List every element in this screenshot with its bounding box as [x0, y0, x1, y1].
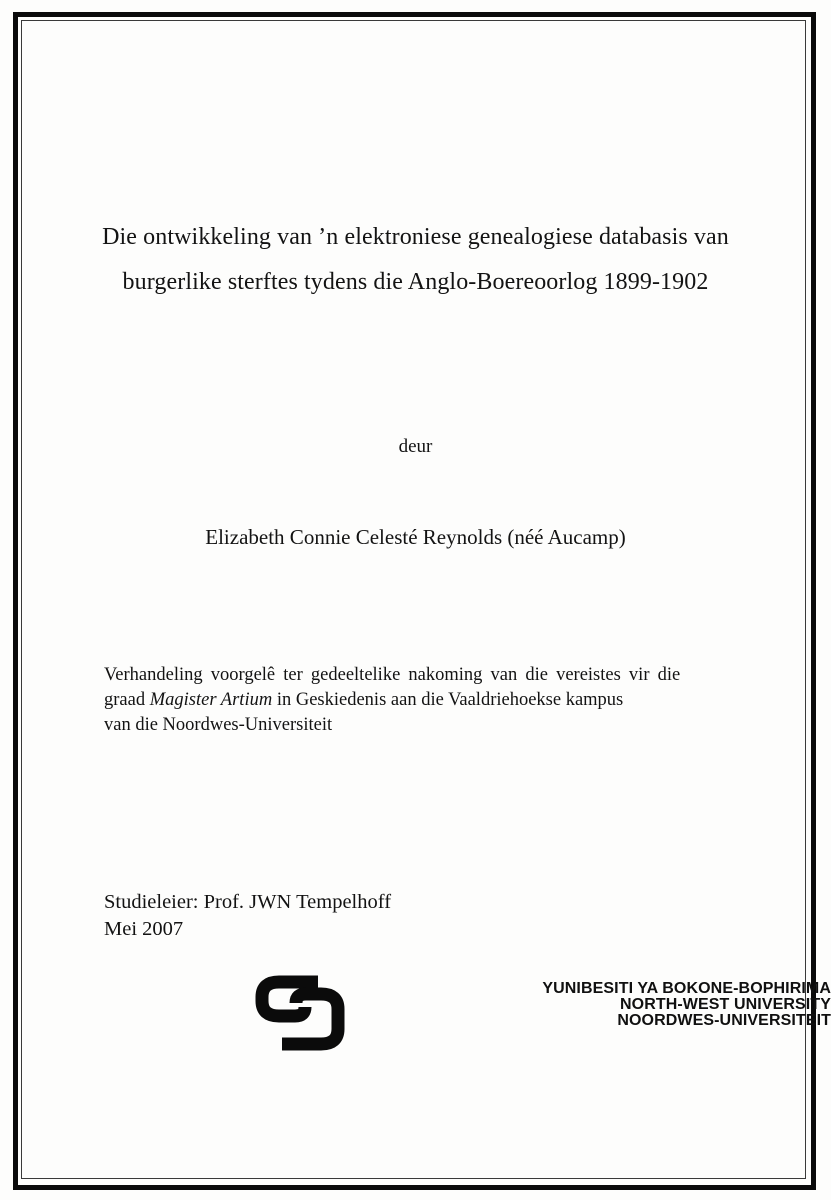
author-name: Elizabeth Connie Celesté Reynolds (néé Aucamp)	[205, 525, 626, 549]
title-line-1: Die ontwikkeling van ’n elektroniese genealogiese databasis van	[102, 224, 729, 250]
logo-text-line-2: NORTH-WEST UNIVERSITY	[620, 996, 831, 1013]
supervisor-line: Studieleier: Prof. JWN Tempelhoff	[104, 891, 392, 913]
nwu-chain-links-icon	[255, 975, 345, 1051]
supervisor-block	[104, 889, 391, 943]
page-title	[55, 215, 776, 305]
declaration-line-2-prefix: graad	[104, 690, 150, 710]
date-line: Mei 2007	[104, 918, 184, 940]
degree-name-italic: Magister Artium	[149, 690, 273, 710]
logo-text-line-1: YUNIBESITI YA BOKONE-BOPHIRIMA	[542, 980, 831, 997]
university-logo	[255, 973, 831, 1053]
title-line-2: burgerlike sterftes tydens die Anglo-Boereoorlog 1899-1902	[122, 269, 709, 295]
byline-label: deur	[398, 436, 433, 457]
university-logo-text	[542, 981, 831, 1029]
declaration-line-1: Verhandeling voorgelê ter gedeeltelike nakoming van die vereistes vir die	[104, 665, 681, 685]
degree-declaration	[104, 663, 726, 738]
declaration-line-2	[104, 688, 726, 713]
logo-text-line-3: NOORDWES-UNIVERSITEIT	[617, 1012, 831, 1029]
declaration-line-3: van die Noordwes-Universiteit	[104, 715, 333, 735]
declaration-line-2-suffix: in Geskiedenis aan die Vaaldriehoekse kampus	[272, 690, 624, 710]
